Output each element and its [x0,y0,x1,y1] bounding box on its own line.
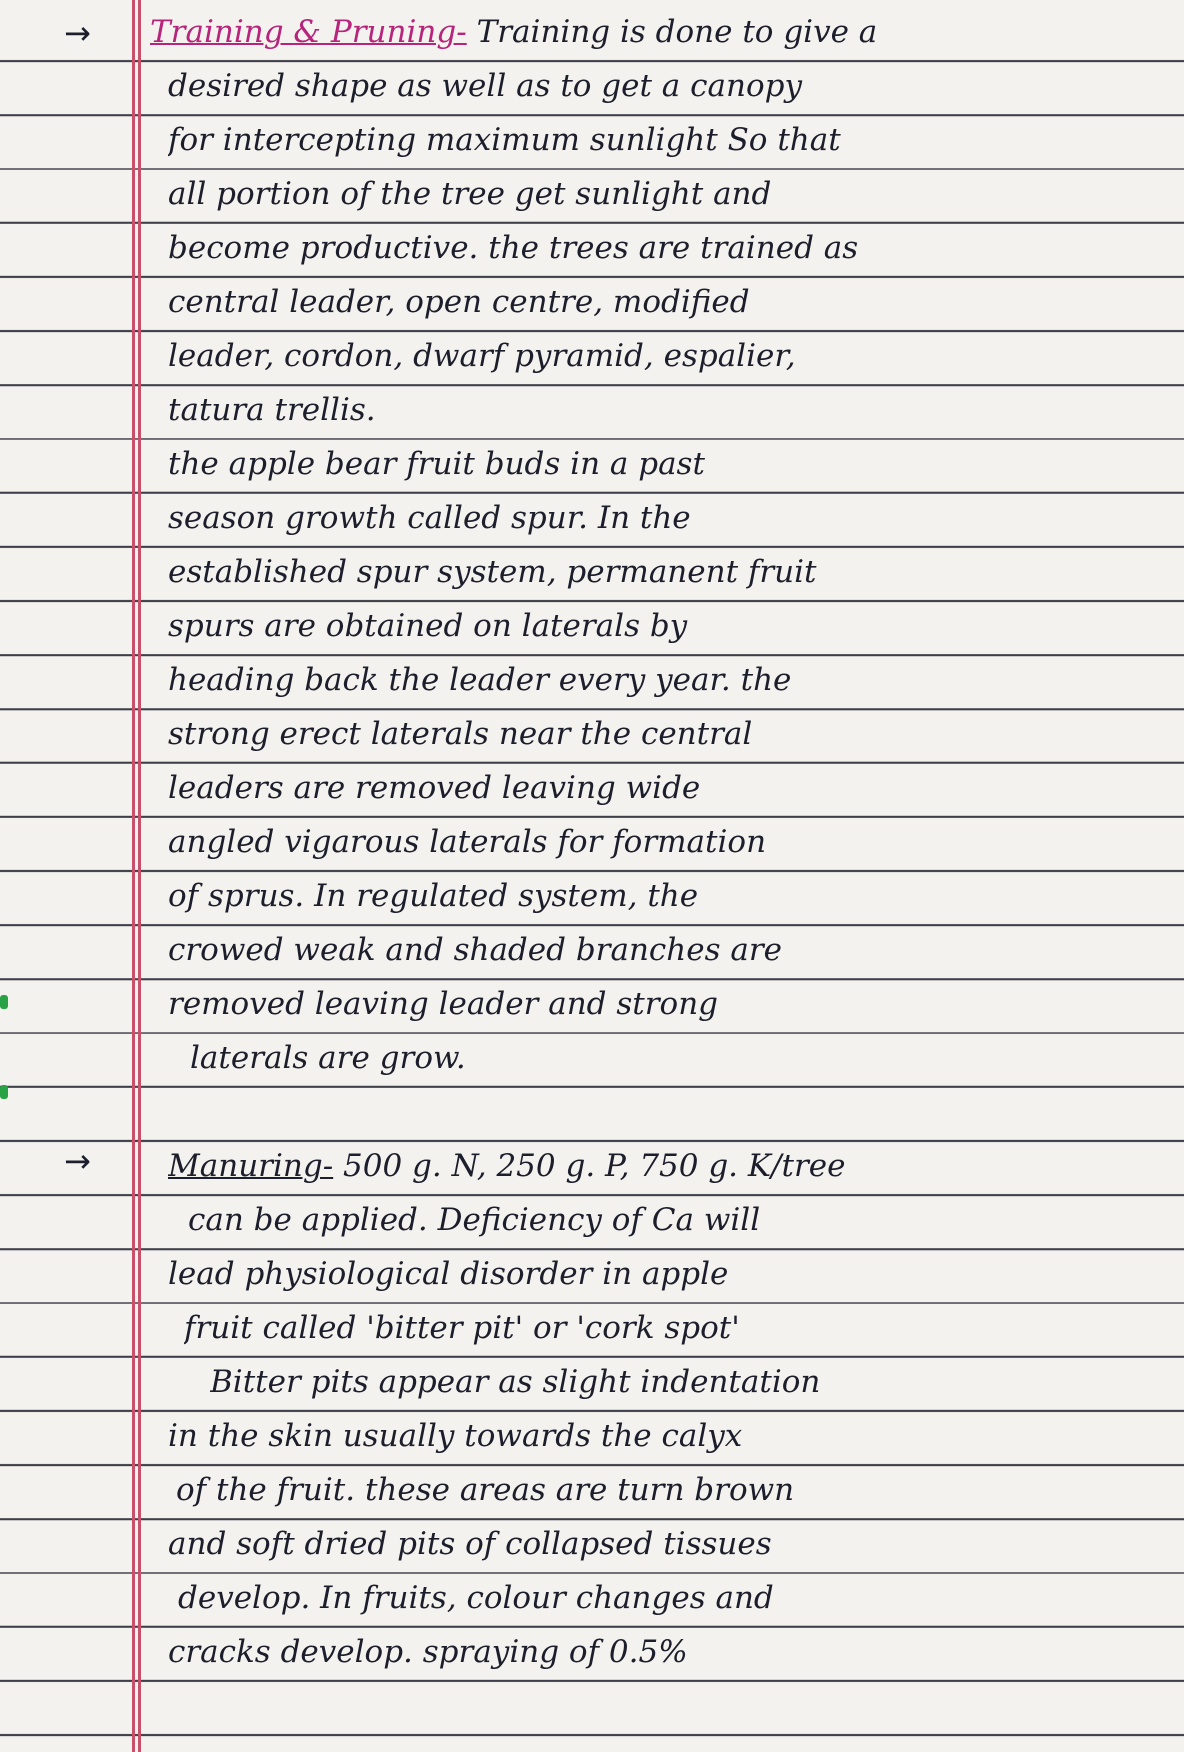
note-line: fruit called 'bitter pit' or 'cork spot' [184,1310,740,1346]
note-line: spurs are obtained on laterals by [168,608,688,644]
green-mark [0,995,8,1009]
note-line: of the fruit. these areas are turn brown [176,1472,795,1508]
note-line: desired shape as well as to get a canopy [168,68,802,104]
note-line: for intercepting maximum sunlight So that [168,122,841,158]
note-line: leaders are removed leaving wide [168,770,701,806]
margin-line [132,0,135,1752]
note-line: in the skin usually towards the calyx [168,1418,743,1454]
note-line: tatura trellis. [168,392,376,428]
note-line: and soft dried pits of collapsed tissues [168,1526,772,1562]
note-line: become productive. the trees are trained as [168,230,859,266]
line-text: Training is done to give a [476,14,878,50]
arrow-bullet-icon: → [64,1142,91,1180]
section-heading: Training & Pruning- [150,14,467,50]
arrow-bullet-icon: → [64,14,91,52]
note-line: lead physiological disorder in apple [168,1256,729,1292]
line-text: 500 g. N, 250 g. P, 750 g. K/tree [343,1148,846,1184]
note-line: laterals are grow. [190,1040,466,1076]
note-line: crowed weak and shaded branches are [168,932,783,968]
note-line: develop. In fruits, colour changes and [178,1580,774,1616]
note-line: removed leaving leader and strong [168,986,719,1022]
section-heading: Manuring- [168,1148,334,1184]
note-line: established spur system, permanent fruit [168,554,817,590]
note-line: can be applied. Deficiency of Ca will [188,1202,761,1238]
handwritten-notes [150,0,1172,1752]
note-line [150,14,1172,50]
note-line: all portion of the tree get sunlight and [168,176,772,212]
note-line: heading back the leader every year. the [168,662,792,698]
note-line: strong erect laterals near the central [168,716,753,752]
green-mark [0,1085,8,1099]
note-line: cracks develop. spraying of 0.5% [168,1634,688,1670]
note-line: angled vigarous laterals for formation [168,824,767,860]
note-line: Bitter pits appear as slight indentation [210,1364,821,1400]
note-line: season growth called spur. In the [168,500,691,536]
note-line: of sprus. In regulated system, the [168,878,699,914]
note-line: leader, cordon, dwarf pyramid, espalier, [168,338,796,374]
note-line: central leader, open centre, modified [168,284,750,320]
note-line: the apple bear fruit buds in a past [168,446,705,482]
margin-line [138,0,141,1752]
note-line [168,1148,1172,1184]
